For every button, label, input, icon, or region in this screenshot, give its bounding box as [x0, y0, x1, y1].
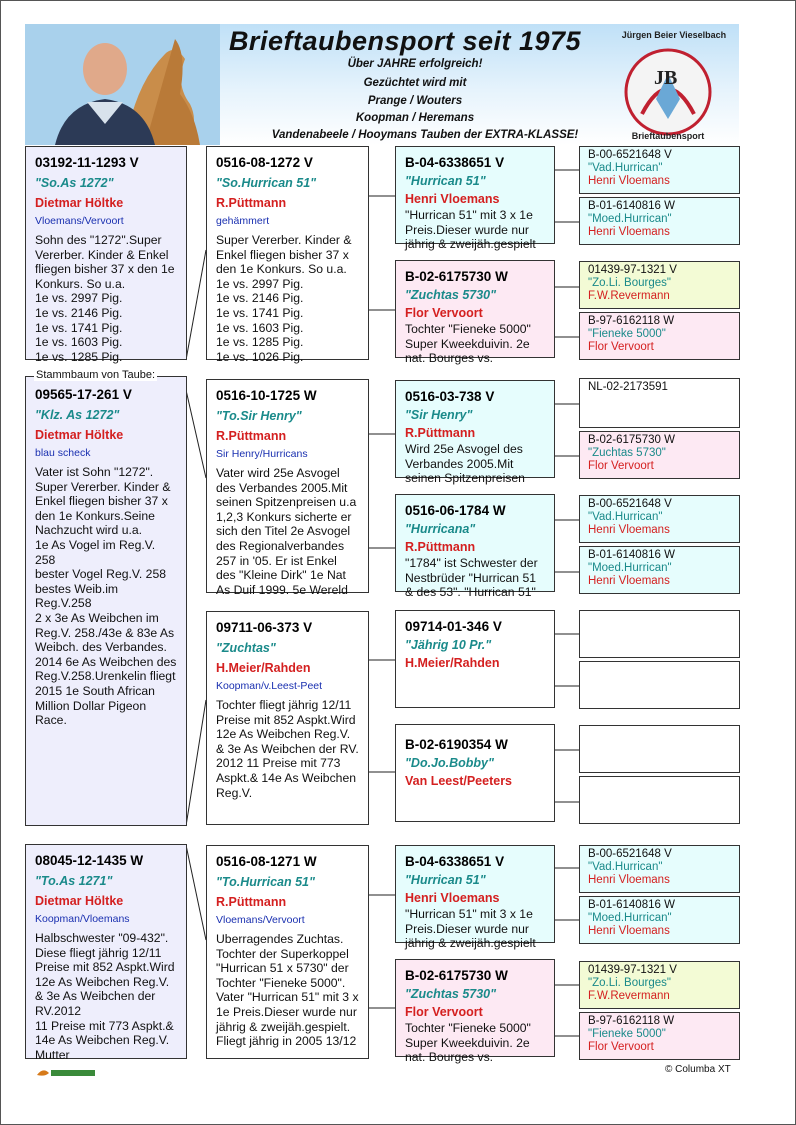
breeder-name: Flor Vervoort [588, 460, 654, 472]
pigeon-color: Koopman/v.Leest-Peet [216, 680, 323, 692]
pigeon-card-gen4-5[interactable] [579, 378, 740, 428]
header-owner: Jürgen Beier Vieselbach [621, 30, 727, 40]
pigeon-card-gen3-6[interactable] [395, 724, 555, 822]
pigeon-card-gen4-7[interactable] [579, 495, 740, 543]
breeder-name: Henri Vloemans [588, 575, 670, 587]
pigeon-card-gen4-4[interactable] [579, 312, 740, 360]
breeder-name: H.Meier/Rahden [216, 661, 311, 675]
pigeon-name: "To.As 1271" [35, 874, 113, 888]
breeder-name: Henri Vloemans [588, 175, 670, 187]
pigeon-card-gen4-15[interactable] [579, 961, 740, 1009]
ring-number: 09711-06-373 V [216, 620, 313, 635]
pigeon-name: "Moed.Hurrican" [588, 562, 672, 574]
breeder-name: R.Püttmann [405, 426, 476, 440]
ring-number: B-02-6190354 W [405, 737, 508, 752]
pigeon-description: Vater wird 25e Asvogel des Verbandes 2005.Mit seinen Spitzenpreisen u.a 1,2,3 Konkurs sicherte er sich den Titel 2e Asvogel des Regionalverbandes 257 in '05. Er ist Enkel des "Kleine Dirk" 1e Nat As Duif 1999. 5e Wereld [216, 466, 357, 597]
breeder-name: Henri Vloemans [405, 192, 500, 206]
breeder-name: Henri Vloemans [588, 874, 670, 886]
pigeon-name: "Moed.Hurrican" [588, 213, 672, 225]
breeder-name: R.Püttmann [216, 196, 287, 210]
ring-number: 09714-01-346 V [405, 619, 502, 634]
breeder-name: F.W.Revermann [588, 290, 670, 302]
ring-number: 03192-11-1293 V [35, 155, 139, 170]
pigeon-description: Halbschwester "09-432". Diese fliegt jährig 12/11 Preise mit 852 Aspkt.Wird 12e As Weibchen Reg.V. & 3e As Weibchen der RV.2012 11 Preise mit 773 Aspkt.& 14e As Weibchen Reg.V. Mutter [35, 931, 175, 1062]
breeder-name: Flor Vervoort [405, 1005, 483, 1019]
pigeon-card-mother[interactable] [25, 844, 187, 1062]
svg-text:JB: JB [654, 67, 678, 89]
ring-number: B-01-6140816 W [588, 899, 675, 911]
ring-number: B-04-6338651 V [405, 854, 505, 869]
ring-number: 01439-97-1321 V [588, 964, 677, 976]
pigeon-card-main[interactable] [25, 376, 187, 826]
pigeon-card-gen4-9[interactable] [579, 610, 740, 658]
breeder-name: Van Leest/Peeters [405, 774, 513, 788]
pigeon-card-gen4-10[interactable] [579, 661, 740, 709]
ring-number: B-00-6521648 V [588, 848, 672, 860]
pigeon-name: "Zo.Li. Bourges" [588, 977, 671, 989]
pigeon-card-gen4-14[interactable] [579, 896, 740, 944]
pigeon-description: Wird 25e Asvogel des Verbandes 2005.Mit seinen Spitzenpreisen [405, 442, 525, 486]
ring-number: B-04-6338651 V [405, 155, 505, 170]
pigeon-name: "To.Sir Henry" [216, 409, 302, 423]
pigeon-name: "Moed.Hurrican" [588, 912, 672, 924]
ring-number: NL-02-2173591 [588, 381, 668, 393]
pigeon-color: blau scheck [35, 447, 91, 459]
pigeon-name: "Hurrican 51" [405, 873, 486, 887]
pigeon-name: "Jährig 10 Pr." [405, 638, 492, 652]
pigeon-name: "Do.Jo.Bobby" [405, 756, 494, 770]
pigeon-name: "Vad.Hurrican" [588, 861, 663, 873]
pigeon-name: "Fieneke 5000" [588, 328, 666, 340]
breeder-name: R.Püttmann [405, 540, 476, 554]
pigeon-card-gen3-5[interactable] [395, 610, 555, 708]
breeder-photo [25, 24, 220, 145]
pigeon-name: "Hurrican 51" [405, 174, 486, 188]
pigeon-card-gen2-1[interactable] [206, 146, 369, 364]
header-line-4: Koopman / Heremans [355, 112, 475, 124]
pigeon-card-gen4-13[interactable] [579, 845, 740, 893]
breeder-name: Flor Vervoort [588, 1041, 654, 1053]
pigeon-card-gen2-3[interactable] [206, 611, 369, 825]
breeder-name: Dietmar Höltke [35, 428, 124, 442]
pigeon-name: "Fieneke 5000" [588, 1028, 666, 1040]
breeder-name: F.W.Revermann [588, 990, 670, 1002]
pigeon-name: "So.As 1272" [35, 176, 114, 190]
ring-number: B-02-6175730 W [588, 434, 675, 446]
pigeon-color: gehämmert [216, 215, 270, 227]
pigeon-name: "Zuchtas 5730" [405, 288, 497, 302]
pigeon-card-gen4-16[interactable] [579, 1012, 740, 1060]
ring-number: B-97-6162118 W [588, 315, 675, 327]
pigeon-description: Tochter "Fieneke 5000" Super Kweekduivin. 2e nat. Bourges vs. [405, 1021, 531, 1065]
pigeon-description: Sohn des "1272".Super Vererber. Kinder & Enkel fliegen bisher 37 x den 1e Konkurs. So u.a. 1e vs. 2997 Pig. 1e vs. 2146 Pig. 1e vs. 1741 Pig. 1e vs. 1603 Pig. 1e vs. 1285 Pig. [35, 233, 175, 364]
ring-number: 09565-17-261 V [35, 387, 132, 402]
breeder-name: Flor Vervoort [405, 306, 483, 320]
pigeon-card-gen3-1[interactable] [395, 146, 555, 252]
pigeon-name: "Vad.Hurrican" [588, 162, 663, 174]
pigeon-description: Vater ist Sohn "1272". Super Vererber. Kinder & Enkel fliegen bisher 37 x den 1e Konkurs.Seine Nachzucht wird u.a. 1e As Vogel im Reg.V. 258 bester Vogel Reg.V. 258 bestes Weib.im Reg.V.258 2 x 3e As Weibchen im Reg.V. 258./43e & 83e As Weibch. des Verbandes. 2014 6e As Weibchen des Reg.V.258.Urenkelin fliegt 2015 1e South African Million Dollar Pigeon Race. [35, 465, 177, 728]
pigeon-description: Tochter "Fieneke 5000" Super Kweekduivin. 2e nat. Bourges vs. [405, 322, 531, 366]
ring-number: B-02-6175730 W [405, 968, 508, 983]
club-logo-text: Brieftaubensport [631, 131, 705, 141]
header-banner [25, 24, 739, 145]
pigeon-card-gen3-2[interactable] [395, 260, 555, 366]
pigeon-card-gen4-12[interactable] [579, 776, 740, 824]
header-title: Brieftaubensport seit 1975 [228, 26, 582, 56]
pigeon-color: Vloemans/Vervoort [216, 914, 305, 926]
pigeon-card-gen3-7[interactable] [395, 845, 555, 951]
ring-number: 0516-08-1271 W [216, 854, 317, 869]
copyright: © Columba XT [665, 1064, 731, 1075]
ring-number: B-01-6140816 W [588, 549, 675, 561]
breeder-photo-illustration [25, 24, 220, 145]
pigeon-description: "1784" ist Schwester der Nestbrüder "Hurrican 51 & des 53". "Hurrican 51" [405, 556, 538, 600]
ring-number: 0516-10-1725 W [216, 388, 317, 403]
header-line-3: Prange / Wouters [367, 95, 463, 107]
breeder-name: Dietmar Höltke [35, 894, 124, 908]
pigeon-color: Sir Henry/Hurricans [216, 448, 308, 460]
pigeon-card-gen4-1[interactable] [579, 146, 740, 194]
pigeon-card-gen4-2[interactable] [579, 197, 740, 245]
breeder-name: Flor Vervoort [588, 341, 654, 353]
pigeon-description: "Hurrican 51" mit 3 x 1e Preis.Dieser wurde nur jährig & zweijäh.gespielt [405, 907, 536, 951]
stammbaum-label: Stammbaum von Taube: [36, 369, 156, 381]
pigeon-card-gen4-11[interactable] [579, 725, 740, 773]
ring-number: B-97-6162118 W [588, 1015, 675, 1027]
breeder-name: Henri Vloemans [588, 524, 670, 536]
pigeon-name: "Sir Henry" [405, 408, 473, 422]
pigeon-card-gen4-8[interactable] [579, 546, 740, 594]
pigeon-name: "Zo.Li. Bourges" [588, 277, 671, 289]
pigeon-description: Super Vererber. Kinder & Enkel fliegen bisher 37 x den 1e Konkurs. So u.a. 1e vs. 2997 Pig. 1e vs. 2146 Pig. 1e vs. 1741 Pig. 1e vs. 1603 Pig. 1e vs. 1285 Pig. 1e vs. 1026 Pig. [216, 233, 352, 364]
breeder-name: R.Püttmann [216, 895, 287, 909]
pigeon-card-gen2-4[interactable] [206, 845, 369, 1059]
ring-number: B-02-6175730 W [405, 269, 508, 284]
pigeon-name: "Zuchtas 5730" [405, 987, 497, 1001]
breeder-name: R.Püttmann [216, 429, 287, 443]
pigeon-card-gen3-3[interactable] [395, 380, 555, 486]
ring-number: 0516-08-1272 V [216, 155, 313, 170]
pigeon-color: Koopman/Vloemans [35, 913, 130, 925]
pigeon-description: Tochter fliegt jährig 12/11 Preise mit 852 Aspkt.Wird 12e As Weibchen Reg.V. & 3e As Weibchen der RV. 2012 11 Preise mit 773 Aspkt.& 14e As Weibchen Reg.V. [216, 698, 359, 800]
header-line-1: Über JAHRE erfolgreich! [347, 58, 483, 70]
pigeon-name: "Vad.Hurrican" [588, 511, 663, 523]
breeder-name: Henri Vloemans [588, 226, 670, 238]
pigeon-card-gen3-4[interactable] [395, 494, 555, 600]
ring-number: 0516-03-738 V [405, 389, 495, 404]
ring-number: 0516-06-1784 W [405, 503, 506, 518]
ring-number: B-00-6521648 V [588, 498, 672, 510]
pigeon-name: "Hurricana" [405, 522, 476, 536]
ring-number: 08045-12-1435 W [35, 853, 144, 868]
pigeon-name: "So.Hurrican 51" [216, 176, 317, 190]
pigeon-card-gen4-3[interactable] [579, 261, 740, 309]
breeder-name: Henri Vloemans [405, 891, 500, 905]
pigeon-color: Vloemans/Vervoort [35, 215, 124, 227]
pigeon-card-gen3-8[interactable] [395, 959, 555, 1065]
ring-number: B-01-6140816 W [588, 200, 675, 212]
club-logo [620, 44, 720, 144]
pigeon-description: "Hurrican 51" mit 3 x 1e Preis.Dieser wurde nur jährig & zweijäh.gespielt [405, 208, 536, 252]
pigeon-card-father[interactable] [25, 146, 187, 364]
pigeon-name: "To.Hurrican 51" [216, 875, 315, 889]
software-logo-icon [35, 1065, 95, 1079]
pigeon-description: Uberragendes Zuchtas. Tochter der Superkoppel "Hurrican 51 x 5730" der Tochter "Fieneke 5000". Vater "Hurrican 51" mit 3 x 1e Preis.Dieser wurde nur jährig & zweijäh.gespielt. Fliegt jährig in 2005 13/12 [216, 932, 359, 1049]
ring-number: B-00-6521648 V [588, 149, 672, 161]
breeder-name: H.Meier/Rahden [405, 656, 500, 670]
header-line-2: Gezüchtet wird mit [363, 77, 467, 89]
pigeon-name: "Klz. As 1272" [35, 408, 120, 422]
header-line-5: Vandenabeele / Hooymans Tauben der EXTRA-KLASSE! [271, 129, 579, 141]
breeder-name: Dietmar Höltke [35, 196, 124, 210]
pigeon-card-gen4-6[interactable] [579, 431, 740, 479]
pigeon-name: "Zuchtas" [216, 641, 276, 655]
breeder-name: Henri Vloemans [588, 925, 670, 937]
pigeon-name: "Zuchtas 5730" [588, 447, 666, 459]
pigeon-card-gen2-2[interactable] [206, 379, 369, 597]
ring-number: 01439-97-1321 V [588, 264, 677, 276]
